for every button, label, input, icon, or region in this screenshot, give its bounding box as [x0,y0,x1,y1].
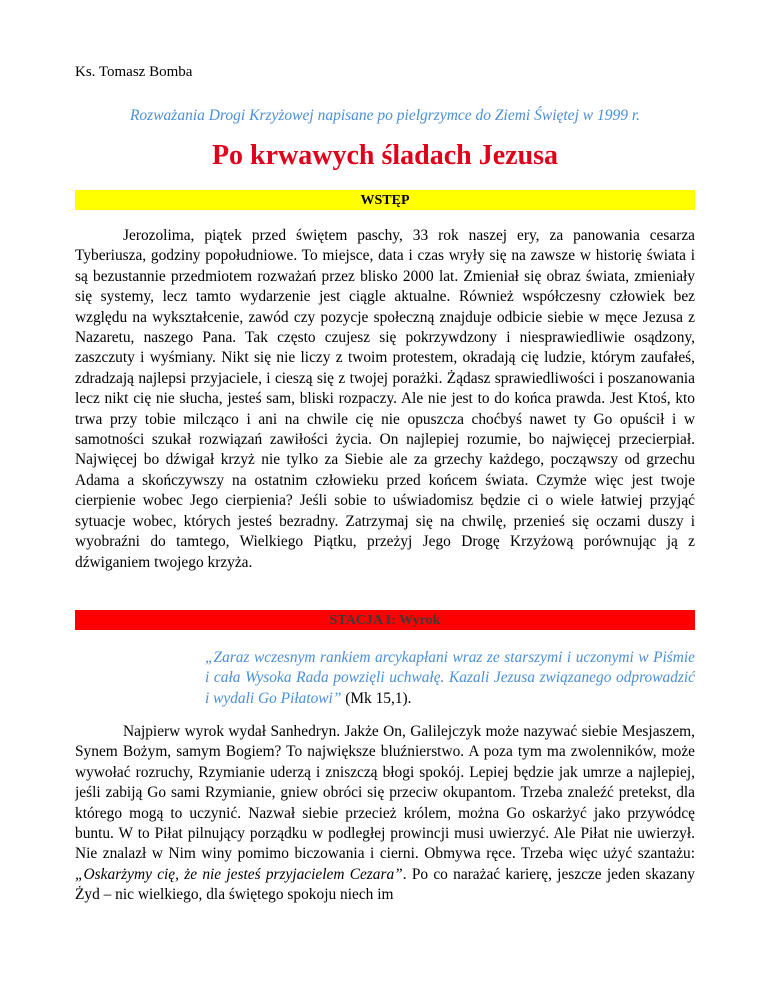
station-1-text-end: . Po co narażać karierę, jeszcze jeden skazany Żyd – nic wielkiego, dla świętego spokoju niech im [75,865,695,904]
section-heading-intro: WSTĘP [75,190,695,210]
document-subtitle: Rozważania Drogi Krzyżowej napisane po pielgrzymce do Ziemi Świętej w 1999 r. [129,107,641,124]
section-heading-station-1: STACJA I: Wyrok [75,610,695,630]
station-1-inline-quote: „Oskarżymy cię, że nie jesteś przyjacielem Cezara” [75,865,403,883]
scripture-quote-text: „Zaraz wczesnym rankiem arcykapłani wraz ze starszymi i uczonymi w Piśmie i cała Wysoka Rada powzięli uchwałę. Kazali Jezusa związanego odprowadzić i wydali Go Piłatowi” [205,649,695,707]
document-title: Po krwawych śladach Jezusa [211,140,559,171]
intro-paragraph: Jerozolima, piątek przed świętem paschy, 33 rok naszej ery, za panowania cesarza Tyberiusza, godziny popołudniowe. To miejsce, data i czas wryły się na zawsze w historię świata i są bezustannie przedmiotem rozważań przez blisko 2000 lat. Zmieniał się obraz świata, zmieniały się systemy, lecz tamto wydarzenie jest ciągle aktualne. Również współczesny człowiek bez względu na wykształcenie, zawód czy pozycje społeczną znajduje odbicie siebie w męce Jezusa z Nazaretu, naszego Pana. Tak często czujesz się pokrzywdzony i niesprawiedliwie osądzony, zaszczuty i wyśmiany. Nikt się nie liczy z twoim protestem, okradają cię ludzie, którym zaufałeś, zdradzają najlepsi przyjaciele, i cieszą się z twojej porażki. Żądasz sprawiedliwości i poszanowania lecz nikt cię nie słucha, jesteś sam, bliski rozpaczy. Ale nie jest to do końca prawda. Jest Ktoś, kto trwa przy tobie milcząco i ani na chwile cię nie opuszcza choćbyś nawet ty Go opuścił i w samotności szukał rozwiązań zawiłości życia. On najlepiej rozumie, bo najwięcej przecierpiał. Najwięcej bo dźwigał krzyż nie tylko za Siebie ale za grzechy każdego, począwszy od grzechu Adama a skończywszy na ostatnim człowieku przed końcem świata. Czymże więc jest twoje cierpienie wobec Jego cierpienia? Jeśli sobie to uświadomisz będzie ci o wiele łatwiej przyjąć sytuacje wobec, których jesteś bezradny. Zatrzymaj się na chwilę, przenieś się oczami duszy i wyobraźni do tamtego, Wielkiego Piątku, przeżyj Jego Drogę Krzyżową porównując ją z dźwiganiem twojego krzyża. [75,227,695,571]
author-name: Ks. Tomasz Bomba [75,64,193,80]
scripture-reference: (Mk 15,1). [345,689,412,707]
scripture-quote [205,648,695,709]
station-1-paragraph [75,722,695,984]
station-1-text-start: Najpierw wyrok wydał Sanhedryn. Jakże On, Galilejczyk może nazywać siebie Mesjaszem, Synem Bożym, samym Bogiem? To największe bluźnierstwo. A poza tym ma zwolenników, może wywołać rozruchy, Rzymianie uderzą i zniszczą błogi spokój. Lepiej będzie jak umrze a najlepiej, jeśli zabiją Go sami Rzymianie, gniew obróci się przeciw okupantom. Trzeba znaleźć pretekst, dla którego mogą to uczynić. Nazwał siebie przecież królem, można Go oskarżyć jako przywódcę buntu. W to Piłat pilnujący porządku w podległej prowincji musi uwierzyć. Ale Piłat nie uwierzył. Nie znalazł w Nim winy pomimo biczowania i cierni. Obmywa ręce. Trzeba więc użyć szantażu: [75,723,695,863]
